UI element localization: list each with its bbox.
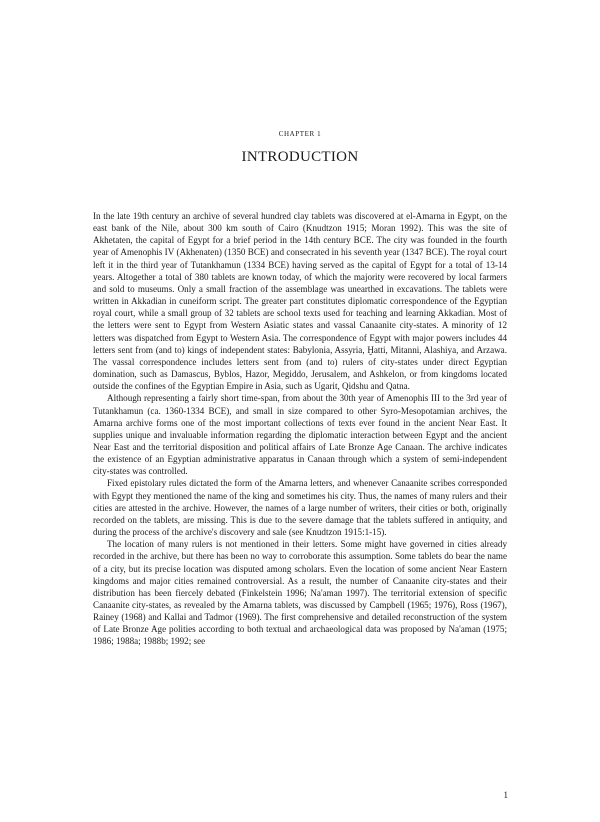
body-text bbox=[93, 210, 507, 648]
paragraph: In the late 19th century an archive of several hundred clay tablets was discovered at el-Amarna in Egypt, on the east bank of the Nile, about 300 km south of Cairo (Knudtzon 1915; Moran 1992). This was the site of Akhetaten, the capital of Egypt for a brief period in the 14th century BCE. The city was founded in the fourth year of Amenophis IV (Akhenaten) (1350 BCE) and consecrated in his seventh year (1347 BCE). The royal court left it in the third year of Tutankhamun (1334 BCE) having served as the capital of Egypt for a total of 13-14 years. Altogether a total of 380 tablets are known today, of which the majority were recovered by local farmers and sold to museums. Only a small fraction of the assemblage was unearthed in excavations. The tablets were written in Akkadian in cuneiform script. The greater part constitutes diplomatic correspondence of the Egyptian royal court, while a small group of 32 tablets are school texts used for teaching and learning Akkadian. Most of the letters were sent to Egypt from Western Asiatic states and vassal Canaanite city-states. A minority of 12 letters was dispatched from Egypt to Western Asia. The correspondence of Egypt with major powers includes 44 letters sent from (and to) kings of independent states: Babylonia, Assyria, Ḫatti, Mitanni, Alashiya, and Arzawa. The vassal correspondence includes letters sent from (and to) rulers of city-states under direct Egyptian domination, such as Damascus, Byblos, Hazor, Megiddo, Jerusalem, and Ashkelon, or from kingdoms located outside the confines of the Egyptian Empire in Asia, such as Ugarit, Qidshu and Qatna. bbox=[93, 211, 507, 392]
paragraph: Fixed epistolary rules dictated the form of the Amarna letters, and whenever Canaanite scribes corresponded with Egypt they mentioned the name of the king and sometimes his city. Thus, the names of many rulers and their cities are attested in the archive. However, the names of a large number of writers, their cities or both, originally recorded on the tablets, are missing. This is due to the severe damage that the tablets suffered in antiquity, and during the process of the archive's discovery and sale (see Knudtzon 1915:1-15). bbox=[93, 478, 507, 538]
page-number: 1 bbox=[503, 790, 508, 800]
paragraph: The location of many rulers is not mentioned in their letters. Some might have governed in cities already recorded in the archive, but there has been no way to corroborate this assumption. Some tablets do bear the name of a city, but its precise location was disputed among scholars. Even the location of some ancient Near Eastern kingdoms and major cities remained controversial. As a result, the number of Canaanite city-states and their distribution has been fiercely debated (Finkelstein 1996; Na'aman 1997). The territorial extension of specific Canaanite city-states, as revealed by the Amarna tablets, was discussed by Campbell (1965; 1976), Ross (1967), Rainey (1968) and Kallai and Tadmor (1969). The first comprehensive and detailed reconstruction of the system of Late Bronze Age polities according to both textual and archaeological data was proposed by Na'aman (1975; 1986; 1988a; 1988b; 1992; see bbox=[93, 539, 507, 647]
chapter-label: CHAPTER 1 bbox=[278, 130, 322, 138]
chapter-title: INTRODUCTION bbox=[241, 149, 359, 165]
paragraph: Although representing a fairly short time-span, from about the 30th year of Amenophis III to the 3rd year of Tutankhamun (ca. 1360-1334 BCE), and small in size compared to other Syro-Mesopotamian archives, the Amarna archive forms one of the most important collections of texts ever found in the ancient Near East. It supplies unique and invaluable information regarding the diplomatic interaction between Egypt and the ancient Near East and the territorial disposition and political affairs of Late Bronze Age Canaan. The archive indicates the existence of an Egyptian administrative apparatus in Canaan through which a system of semi-independent city-states was controlled. bbox=[93, 393, 507, 477]
